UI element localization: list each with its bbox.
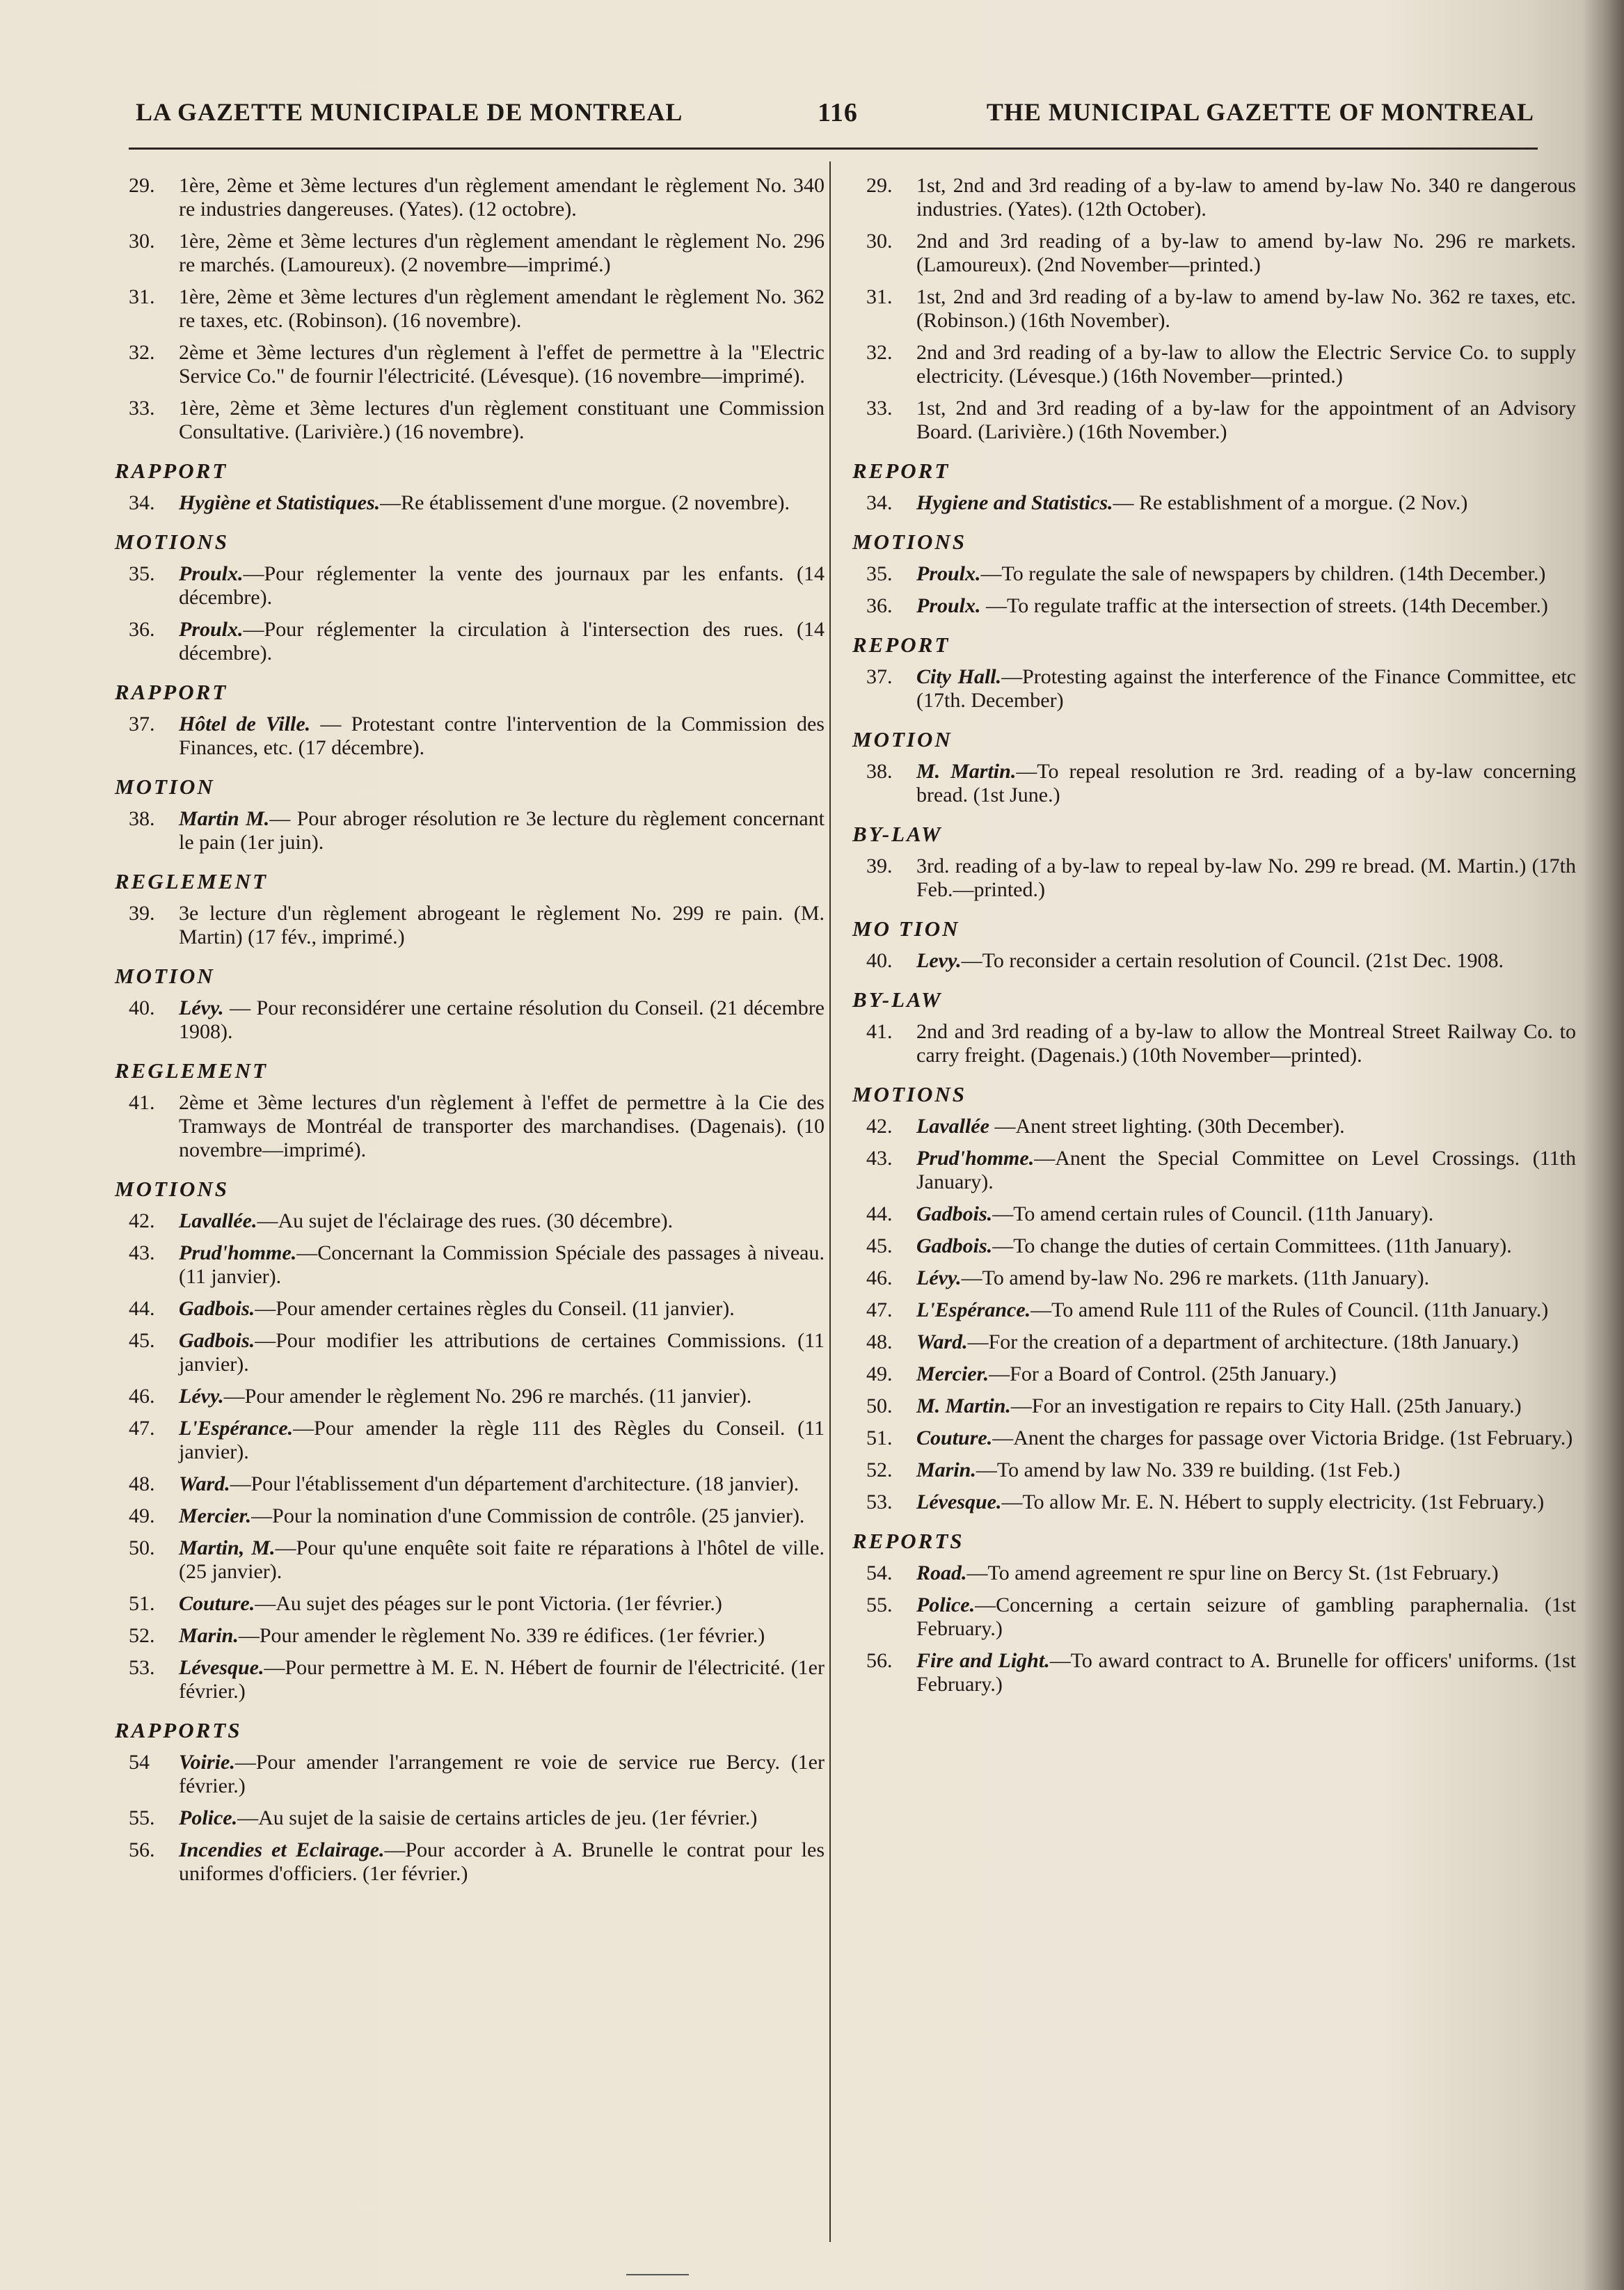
- item-sponsor: Proulx.: [179, 618, 244, 641]
- page-header: [129, 97, 1534, 146]
- item-number: 37.: [866, 665, 893, 688]
- agenda-item: [115, 996, 825, 1044]
- item-description: —Concernant la Commission Spéciale des passages à niveau. (11 janvier).: [179, 1241, 825, 1288]
- item-sponsor: Lévesque.: [916, 1490, 1002, 1513]
- item-description: —Au sujet de la saisie de certains articles de jeu. (1er février.): [237, 1806, 758, 1829]
- agenda-item: [852, 1649, 1576, 1696]
- item-text: [916, 1298, 1576, 1322]
- item-description: —Pour accorder à A. Brunelle le contrat pour les uniformes d'officiers. (1er février.): [179, 1838, 825, 1885]
- section-heading: RAPPORT: [115, 680, 228, 704]
- item-sponsor: Mercier.: [179, 1504, 252, 1527]
- agenda-item: [852, 760, 1576, 807]
- item-text: [916, 854, 1576, 902]
- item-text: [916, 1426, 1576, 1450]
- item-sponsor: Gadbois.: [179, 1329, 255, 1352]
- english-column: [852, 174, 1576, 1705]
- item-number: 51.: [129, 1592, 155, 1615]
- page-number: 116: [818, 98, 858, 127]
- item-text: [916, 665, 1576, 713]
- header-right-title: THE MUNICIPAL GAZETTE OF MONTREAL: [986, 98, 1534, 126]
- item-description: —Pour amender certaines règles du Conseil. (11 janvier).: [255, 1297, 735, 1320]
- item-number: 56.: [129, 1838, 155, 1861]
- section-heading: MOTIONS: [852, 1082, 966, 1106]
- item-number: 36.: [129, 618, 155, 641]
- agenda-item: [852, 1458, 1576, 1482]
- item-sponsor: Lavallée: [916, 1115, 989, 1138]
- item-text: [179, 174, 825, 221]
- item-sponsor: Mercier.: [916, 1362, 989, 1385]
- item-description: —To amend agreement re spur line on Bercy St. (1st February.): [966, 1561, 1499, 1584]
- item-text: [916, 491, 1576, 515]
- item-description: —Concerning a certain seizure of gambling paraphernalia. (1st February.): [916, 1593, 1576, 1640]
- section-heading: REPORT: [852, 633, 950, 657]
- item-text: [179, 618, 825, 665]
- item-description: —To repeal resolution re 3rd. reading of a by-law concerning bread. (1st June.): [916, 760, 1576, 806]
- item-text: [179, 996, 825, 1044]
- item-text: [916, 1394, 1576, 1418]
- item-number: 45.: [129, 1329, 155, 1352]
- item-description: 2nd and 3rd reading of a by-law to allow the Montreal Street Railway Co. to carry freight. (Dagenais.) (10th November—printed).: [916, 1020, 1576, 1067]
- agenda-item: [852, 285, 1576, 333]
- item-text: [916, 562, 1576, 586]
- agenda-item: [115, 1297, 825, 1321]
- agenda-item: [115, 807, 825, 854]
- agenda-item: [852, 230, 1576, 277]
- item-description: —For an investigation re repairs to City Hall. (25th January.): [1010, 1394, 1522, 1417]
- agenda-item: [852, 1115, 1576, 1138]
- item-text: [179, 1504, 825, 1528]
- item-number: 46.: [866, 1266, 893, 1289]
- item-sponsor: Incendies et Eclairage.: [179, 1838, 385, 1861]
- agenda-item: [115, 1241, 825, 1289]
- item-text: [916, 1490, 1576, 1514]
- item-text: [179, 1656, 825, 1703]
- item-sponsor: Fire and Light.: [916, 1649, 1050, 1672]
- item-sponsor: Couture.: [179, 1592, 255, 1615]
- agenda-item: [115, 230, 825, 277]
- item-text: [916, 1649, 1576, 1696]
- item-sponsor: Police.: [179, 1806, 238, 1829]
- item-number: 44.: [866, 1202, 893, 1225]
- item-number: 49.: [129, 1504, 155, 1527]
- agenda-item: [852, 1202, 1576, 1226]
- item-text: [179, 562, 825, 610]
- section-heading: REGLEMENT: [115, 1058, 268, 1083]
- item-description: 1ère, 2ème et 3ème lectures d'un règlement amendant le règlement No. 362 re taxes, etc. (Robinson). (16 novembre).: [179, 285, 825, 332]
- item-number: 35.: [866, 562, 893, 585]
- item-number: 39.: [866, 854, 893, 877]
- agenda-item: [115, 174, 825, 221]
- item-description: —Pour qu'une enquête soit faite re réparations à l'hôtel de ville. (25 janvier).: [179, 1536, 825, 1583]
- item-number: 38.: [866, 760, 893, 783]
- item-description: —Pour amender l'arrangement re voie de service rue Bercy. (1er février.): [179, 1751, 825, 1797]
- item-text: [916, 1330, 1576, 1354]
- item-description: —To change the duties of certain Committees. (11th January).: [992, 1234, 1512, 1257]
- item-number: 38.: [129, 807, 155, 830]
- agenda-item: [852, 1266, 1576, 1290]
- item-description: —To reconsider a certain resolution of Council. (21st Dec. 1908.: [961, 949, 1504, 972]
- agenda-item: [115, 1536, 825, 1584]
- item-text: [179, 1297, 825, 1321]
- item-text: [179, 1838, 825, 1886]
- item-text: [916, 1147, 1576, 1194]
- item-number: 46.: [129, 1385, 155, 1408]
- agenda-item: [115, 1806, 825, 1830]
- item-number: 35.: [129, 562, 155, 585]
- item-text: [916, 594, 1576, 618]
- item-text: [179, 713, 825, 760]
- item-sponsor: City Hall.: [916, 665, 1002, 688]
- item-number: 51.: [866, 1426, 893, 1449]
- item-text: [916, 1362, 1576, 1386]
- agenda-item: [852, 665, 1576, 713]
- item-sponsor: Prud'homme.: [916, 1147, 1035, 1170]
- item-number: 42.: [129, 1209, 155, 1232]
- item-description: —Re établissement d'une morgue. (2 novembre).: [380, 491, 790, 514]
- item-text: [916, 1202, 1576, 1226]
- item-number: 34.: [129, 491, 155, 514]
- item-text: [916, 1234, 1576, 1258]
- item-text: [179, 1241, 825, 1289]
- item-number: 54: [129, 1751, 150, 1774]
- agenda-item: [852, 562, 1576, 586]
- item-description: 2ème et 3ème lectures d'un règlement à l'effet de permettre à la "Electric Service Co." de fournir l'électricité. (Lévesque). (16 novembre—imprimé).: [179, 341, 825, 388]
- item-sponsor: Marin.: [179, 1624, 239, 1647]
- agenda-item: [115, 1624, 825, 1648]
- agenda-item: [115, 1091, 825, 1162]
- agenda-item: [115, 491, 825, 515]
- item-description: 1ère, 2ème et 3ème lectures d'un règlement amendant le règlement No. 296 re marchés. (Lamoureux). (2 novembre—imprimé.): [179, 230, 825, 276]
- item-text: [179, 1592, 825, 1616]
- agenda-item: [115, 1656, 825, 1703]
- item-description: — Re establishment of a morgue. (2 Nov.): [1113, 491, 1468, 514]
- item-text: [916, 949, 1576, 973]
- item-description: —Anent street lighting. (30th December).: [989, 1115, 1345, 1138]
- item-number: 32.: [866, 341, 893, 364]
- item-description: — Pour abroger résolution re 3e lecture du règlement concernant le pain (1er juin).: [179, 807, 825, 854]
- item-number: 44.: [129, 1297, 155, 1320]
- item-number: 40.: [129, 996, 155, 1019]
- item-description: 2nd and 3rd reading of a by-law to allow the Electric Service Co. to supply electricity. (Lévesque.) (16th November—printed.): [916, 341, 1576, 388]
- item-description: —Protesting against the interference of the Finance Committee, etc (17th. December): [916, 665, 1576, 712]
- item-sponsor: Police.: [916, 1593, 976, 1616]
- agenda-item: [852, 1330, 1576, 1354]
- item-description: —To regulate the sale of newspapers by children. (14th December.): [980, 562, 1546, 585]
- item-text: [916, 230, 1576, 277]
- item-text: [916, 397, 1576, 444]
- section-heading: MOTIONS: [852, 530, 966, 554]
- section-heading: MOTION: [852, 727, 953, 752]
- section-heading: MOTIONS: [115, 1177, 229, 1201]
- item-number: 50.: [129, 1536, 155, 1559]
- item-text: [179, 1806, 825, 1830]
- header-left-title: LA GAZETTE MUNICIPALE DE MONTREAL: [136, 98, 683, 126]
- section-heading: RAPPORTS: [115, 1718, 242, 1742]
- item-description: 1ère, 2ème et 3ème lectures d'un règlement constituant une Commission Consultative. (Larivière.) (16 novembre).: [179, 397, 825, 443]
- item-text: [916, 285, 1576, 333]
- item-sponsor: Martin M.: [179, 807, 270, 830]
- item-description: —To allow Mr. E. N. Hébert to supply electricity. (1st February.): [1001, 1490, 1545, 1513]
- item-number: 48.: [866, 1330, 893, 1353]
- item-sponsor: Martin, M.: [179, 1536, 276, 1559]
- item-text: [179, 902, 825, 949]
- item-sponsor: Gadbois.: [916, 1202, 993, 1225]
- item-text: [916, 1561, 1576, 1585]
- section-heading: MO TION: [852, 916, 960, 941]
- item-number: 56.: [866, 1649, 893, 1672]
- agenda-item: [852, 1298, 1576, 1322]
- item-number: 41.: [866, 1020, 893, 1043]
- item-description: 2nd and 3rd reading of a by-law to amend by-law No. 296 re markets. (Lamoureux). (2nd November—printed.): [916, 230, 1576, 276]
- agenda-item: [852, 1394, 1576, 1418]
- item-text: [179, 1472, 825, 1496]
- item-text: [916, 1020, 1576, 1067]
- item-number: 43.: [866, 1147, 893, 1170]
- agenda-item: [115, 562, 825, 610]
- item-number: 31.: [129, 285, 155, 308]
- item-description: 1st, 2nd and 3rd reading of a by-law for the appointment of an Advisory Board. (Larivière.) (16th November.): [916, 397, 1576, 443]
- item-text: [179, 285, 825, 333]
- agenda-item: [115, 713, 825, 760]
- item-number: 55.: [866, 1593, 893, 1616]
- agenda-item: [852, 949, 1576, 973]
- item-number: 33.: [129, 397, 155, 420]
- item-description: —For the creation of a department of architecture. (18th January.): [967, 1330, 1519, 1353]
- item-number: 53.: [129, 1656, 155, 1679]
- item-text: [916, 341, 1576, 388]
- item-text: [179, 1624, 825, 1648]
- agenda-item: [115, 618, 825, 665]
- page-edge-shadow: [1582, 0, 1624, 2290]
- agenda-item: [115, 1209, 825, 1233]
- agenda-item: [115, 1417, 825, 1464]
- item-description: —To amend Rule 111 of the Rules of Council. (11th January.): [1030, 1298, 1549, 1321]
- agenda-item: [852, 1426, 1576, 1450]
- item-number: 50.: [866, 1394, 893, 1417]
- item-text: [916, 1458, 1576, 1482]
- item-number: 43.: [129, 1241, 155, 1264]
- item-number: 48.: [129, 1472, 155, 1495]
- section-heading: BY-LAW: [852, 822, 943, 846]
- section-heading: MOTION: [115, 774, 215, 799]
- agenda-item: [115, 1385, 825, 1408]
- item-sponsor: M. Martin.: [916, 1394, 1011, 1417]
- item-number: 55.: [129, 1806, 155, 1829]
- item-number: 47.: [866, 1298, 893, 1321]
- agenda-item: [115, 1504, 825, 1528]
- item-sponsor: Hygiene and Statistics.: [916, 491, 1113, 514]
- item-sponsor: Ward.: [916, 1330, 968, 1353]
- item-description: 1st, 2nd and 3rd reading of a by-law to amend by-law No. 362 re taxes, etc. (Robinson.) (16th November).: [916, 285, 1576, 332]
- item-description: —Pour l'établissement d'un département d'architecture. (18 janvier).: [230, 1472, 799, 1495]
- item-description: —Pour permettre à M. E. N. Hébert de fournir de l'électricité. (1er février.): [179, 1656, 825, 1703]
- item-number: 54.: [866, 1561, 893, 1584]
- agenda-item: [852, 1234, 1576, 1258]
- item-sponsor: Marin.: [916, 1458, 976, 1481]
- item-number: 37.: [129, 713, 155, 735]
- item-description: —Pour amender le règlement No. 339 re édifices. (1er février.): [238, 1624, 765, 1647]
- agenda-item: [852, 491, 1576, 515]
- item-sponsor: Lévy.: [916, 1266, 962, 1289]
- item-number: 41.: [129, 1091, 155, 1114]
- item-description: —Au sujet des péages sur le pont Victoria. (1er février.): [255, 1592, 722, 1615]
- item-sponsor: Prud'homme.: [179, 1241, 297, 1264]
- agenda-item: [852, 174, 1576, 221]
- agenda-item: [115, 1472, 825, 1496]
- item-description: —Anent the charges for passage over Victoria Bridge. (1st February.): [992, 1426, 1573, 1449]
- item-text: [179, 341, 825, 388]
- item-number: 42.: [866, 1115, 893, 1138]
- item-description: —Pour modifier les attributions de certaines Commissions. (11 janvier).: [179, 1329, 825, 1376]
- agenda-item: [852, 594, 1576, 618]
- item-description: — Protestant contre l'intervention de la Commission des Finances, etc. (17 décembre).: [179, 713, 825, 759]
- section-heading: RAPPORT: [115, 459, 228, 483]
- item-description: 3rd. reading of a by-law to repeal by-law No. 299 re bread. (M. Martin.) (17th Feb.—printed.): [916, 854, 1576, 901]
- item-text: [179, 1751, 825, 1798]
- footer-mark: [626, 2274, 689, 2275]
- item-text: [916, 760, 1576, 807]
- item-number: 39.: [129, 902, 155, 925]
- agenda-item: [852, 1147, 1576, 1194]
- item-number: 45.: [866, 1234, 893, 1257]
- agenda-item: [852, 397, 1576, 444]
- agenda-item: [115, 397, 825, 444]
- item-number: 47.: [129, 1417, 155, 1440]
- item-sponsor: Lévy.: [179, 1385, 224, 1408]
- section-heading: MOTION: [115, 964, 215, 988]
- column-divider: [829, 161, 831, 2242]
- agenda-item: [115, 1329, 825, 1376]
- item-sponsor: Gadbois.: [179, 1297, 255, 1320]
- item-sponsor: Lavallée.: [179, 1209, 257, 1232]
- item-sponsor: Proulx.: [916, 562, 981, 585]
- agenda-item: [852, 1020, 1576, 1067]
- item-text: [916, 1266, 1576, 1290]
- agenda-item: [115, 902, 825, 949]
- agenda-item: [115, 285, 825, 333]
- item-number: 34.: [866, 491, 893, 514]
- item-sponsor: Hygiène et Statistiques.: [179, 491, 381, 514]
- item-description: —Pour amender la règle 111 des Règles du Conseil. (11 janvier).: [179, 1417, 825, 1463]
- item-number: 36.: [866, 594, 893, 617]
- item-sponsor: Lévy.: [179, 996, 224, 1019]
- section-heading: REGLEMENT: [115, 869, 268, 893]
- item-number: 29.: [129, 174, 155, 197]
- item-text: [179, 397, 825, 444]
- item-sponsor: Proulx.: [916, 594, 981, 617]
- item-description: — Pour reconsidérer une certaine résolution du Conseil. (21 décembre 1908).: [179, 996, 825, 1043]
- item-description: —To regulate traffic at the intersection of streets. (14th December.): [980, 594, 1548, 617]
- agenda-item: [852, 1593, 1576, 1641]
- item-number: 49.: [866, 1362, 893, 1385]
- agenda-item: [115, 1751, 825, 1798]
- agenda-item: [852, 1561, 1576, 1585]
- item-description: —Pour la nomination d'une Commission de contrôle. (25 janvier).: [251, 1504, 805, 1527]
- item-number: 32.: [129, 341, 155, 364]
- item-sponsor: Ward.: [179, 1472, 230, 1495]
- section-heading: REPORT: [852, 459, 950, 483]
- item-number: 53.: [866, 1490, 893, 1513]
- item-number: 30.: [866, 230, 893, 253]
- item-description: —To amend certain rules of Council. (11th January).: [992, 1202, 1434, 1225]
- item-text: [916, 1593, 1576, 1641]
- agenda-item: [115, 1592, 825, 1616]
- item-text: [179, 807, 825, 854]
- item-number: 40.: [866, 949, 893, 972]
- agenda-item: [115, 341, 825, 388]
- item-description: —For a Board of Control. (25th January.): [989, 1362, 1337, 1385]
- item-sponsor: Road.: [916, 1561, 967, 1584]
- item-text: [179, 1091, 825, 1162]
- agenda-item: [852, 341, 1576, 388]
- item-sponsor: Levy.: [916, 949, 962, 972]
- item-description: —Pour amender le règlement No. 296 re marchés. (11 janvier).: [223, 1385, 752, 1408]
- item-text: [179, 491, 825, 515]
- item-description: —Au sujet de l'éclairage des rues. (30 décembre).: [257, 1209, 674, 1232]
- item-description: —To amend by-law No. 296 re markets. (11th January).: [961, 1266, 1430, 1289]
- item-text: [179, 230, 825, 277]
- french-column: [115, 174, 825, 1894]
- item-sponsor: Couture.: [916, 1426, 993, 1449]
- agenda-item: [852, 1362, 1576, 1386]
- item-description: 1st, 2nd and 3rd reading of a by-law to amend by-law No. 340 re dangerous industries. (Yates). (12th October).: [916, 174, 1576, 221]
- agenda-item: [115, 1838, 825, 1886]
- item-text: [179, 1209, 825, 1233]
- item-text: [179, 1417, 825, 1464]
- item-sponsor: Hôtel de Ville.: [179, 713, 311, 735]
- item-text: [916, 174, 1576, 221]
- item-sponsor: M. Martin.: [916, 760, 1017, 783]
- header-rule: [129, 148, 1538, 150]
- item-sponsor: L'Espérance.: [179, 1417, 294, 1440]
- item-text: [179, 1385, 825, 1408]
- item-number: 30.: [129, 230, 155, 253]
- item-sponsor: Voirie.: [179, 1751, 235, 1774]
- item-text: [916, 1115, 1576, 1138]
- item-description: —Anent the Special Committee on Level Crossings. (11th January).: [916, 1147, 1576, 1193]
- item-description: 1ère, 2ème et 3ème lectures d'un règlement amendant le règlement No. 340 re industries dangereuses. (Yates). (12 octobre).: [179, 174, 825, 221]
- item-number: 52.: [866, 1458, 893, 1481]
- item-description: —Pour réglementer la vente des journaux par les enfants. (14 décembre).: [179, 562, 825, 609]
- item-number: 29.: [866, 174, 893, 197]
- section-heading: REPORTS: [852, 1529, 964, 1553]
- agenda-item: [852, 1490, 1576, 1514]
- section-heading: BY-LAW: [852, 987, 943, 1012]
- item-text: [179, 1536, 825, 1584]
- item-description: 3e lecture d'un règlement abrogeant le règlement No. 299 re pain. (M. Martin) (17 fév., imprimé.): [179, 902, 825, 948]
- item-description: —To award contract to A. Brunelle for officers' uniforms. (1st February.): [916, 1649, 1576, 1696]
- item-number: 52.: [129, 1624, 155, 1647]
- item-description: 2ème et 3ème lectures d'un règlement à l'effet de permettre à la Cie des Tramways de Montréal de transporter des marchandises. (Dagenais). (10 novembre—imprimé).: [179, 1091, 825, 1161]
- agenda-item: [852, 854, 1576, 902]
- item-sponsor: Proulx.: [179, 562, 244, 585]
- item-sponsor: Gadbois.: [916, 1234, 993, 1257]
- section-heading: MOTIONS: [115, 530, 229, 554]
- item-text: [179, 1329, 825, 1376]
- item-description: —Pour réglementer la circulation à l'intersection des rues. (14 décembre).: [179, 618, 825, 665]
- item-description: —To amend by law No. 339 re building. (1st Feb.): [976, 1458, 1401, 1481]
- item-sponsor: Lévesque.: [179, 1656, 264, 1679]
- item-number: 33.: [866, 397, 893, 420]
- item-number: 31.: [866, 285, 893, 308]
- item-sponsor: L'Espérance.: [916, 1298, 1031, 1321]
